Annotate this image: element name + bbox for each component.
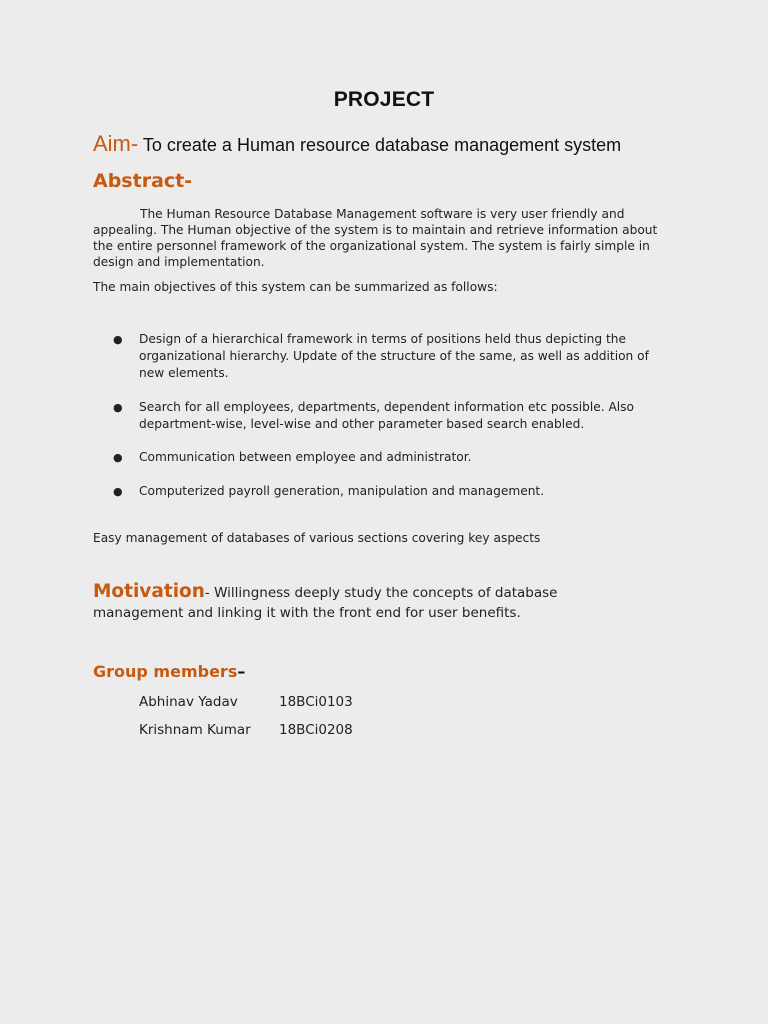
list-item-text: Search for all employees, departments, dependent information etc possible. Also department-wise, level-wise and other parameter based search enabled. [139,400,634,431]
list-item-text: Design of a hierarchical framework in terms of positions held thus depicting the organizational hierarchy. Update of the structure of the same, as well as addition of new elements. [139,332,649,380]
aim-text: To create a Human resource database management system [138,135,622,155]
group-members-label: Group members [93,662,238,681]
abstract-heading: Abstract- [93,170,193,192]
group-members-heading [93,662,245,681]
list-item [113,331,673,382]
list-item [113,449,673,466]
member-id: 18BCi0208 [279,722,353,738]
aim-line [93,131,621,157]
list-item [113,399,673,433]
member-name: Abhinav Yadav [139,694,238,710]
member-id: 18BCi0103 [279,694,353,710]
member-name: Krishnam Kumar [139,722,251,738]
aim-heading: Aim- [93,131,139,156]
motivation-heading: Motivation [93,581,205,602]
motivation-text: - Willingness deeply study the concepts of database management and linking it with the front end for user benefits. [93,585,558,621]
bullet-icon: ● [113,485,123,498]
group-members-dash: – [237,662,246,681]
bullet-icon: ● [113,401,123,414]
list-item-text: Communication between employee and administrator. [139,450,472,464]
abstract-closing-paragraph: Easy management of databases of various sections covering key aspects [93,531,541,545]
bullet-icon: ● [113,333,123,346]
abstract-paragraph: The Human Resource Database Management software is very user friendly and appealing. The Human objective of the system is to maintain and retrieve information about the entire personnel framework of the organizational system. The system is fairly simple in design and implementation. [93,207,658,269]
bullet-icon: ● [113,451,123,464]
page-title: PROJECT [333,88,435,111]
motivation-section [93,582,633,623]
list-item [113,483,673,500]
list-item-text: Computerized payroll generation, manipulation and management. [139,484,545,498]
objectives-list [113,331,673,500]
objectives-intro: The main objectives of this system can be summarized as follows: [93,280,498,294]
